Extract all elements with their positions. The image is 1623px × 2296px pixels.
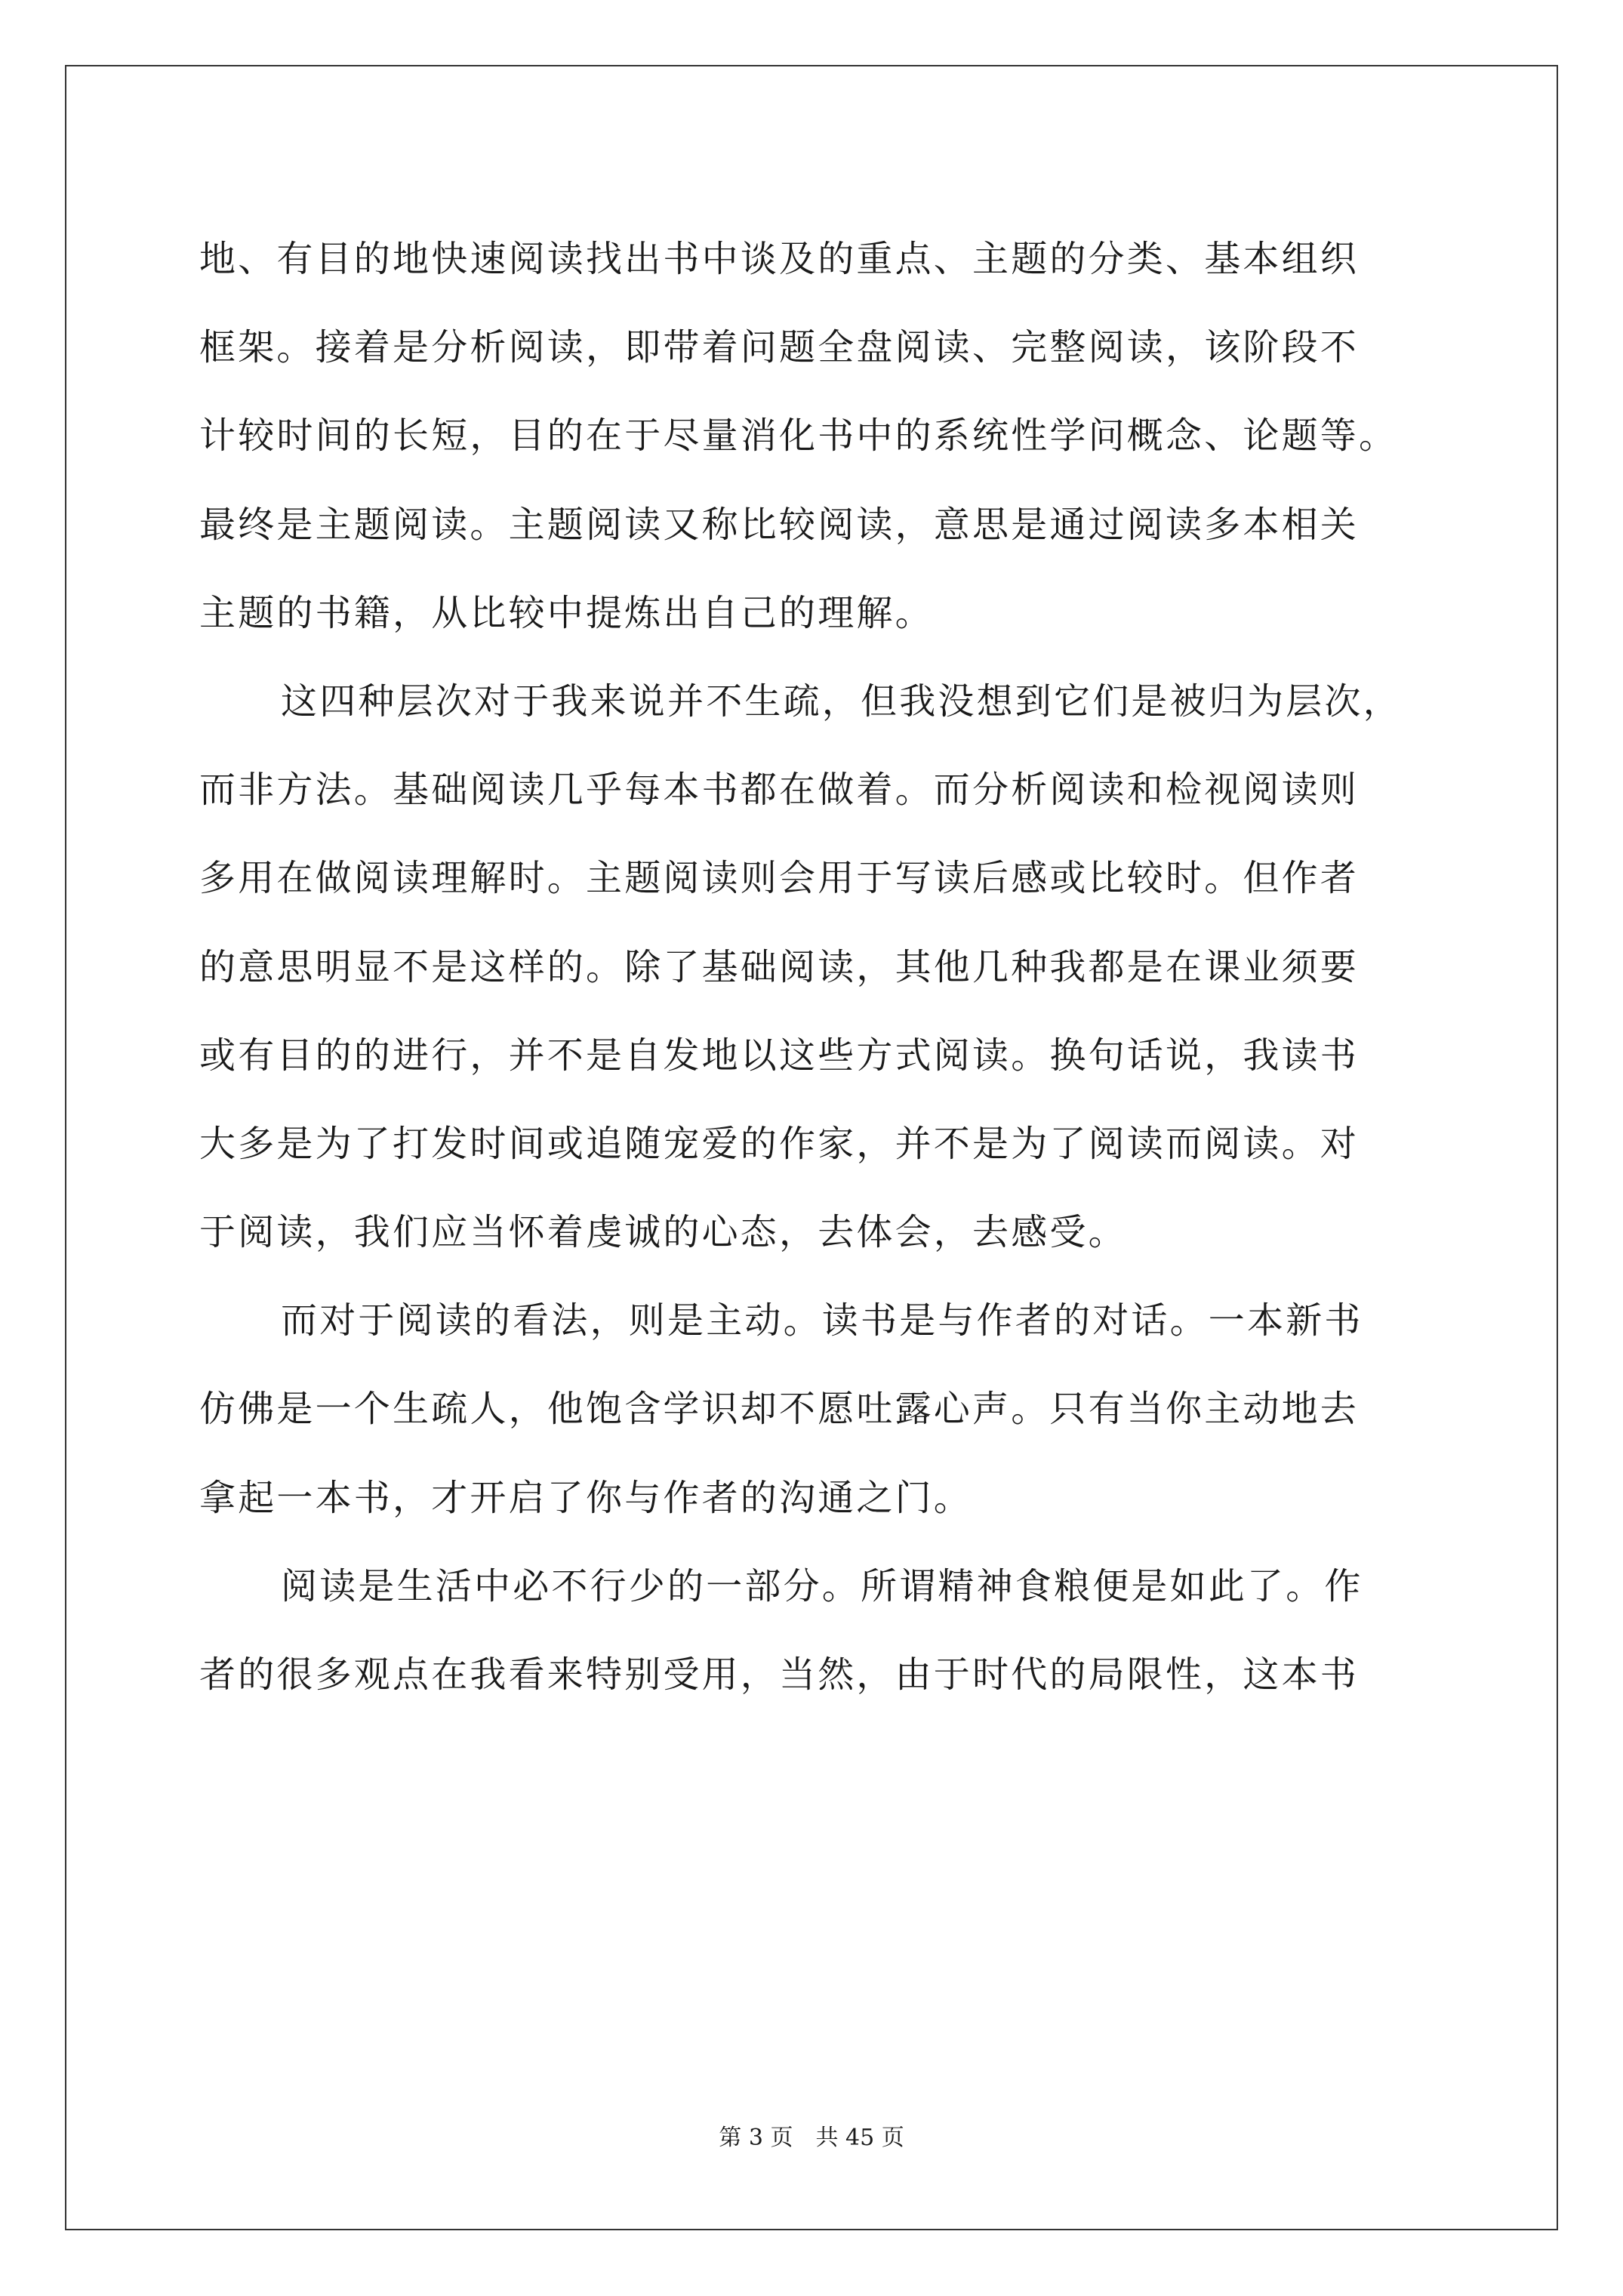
text-line: 大多是为了打发时间或追随宠爱的作家，并不是为了阅读而阅读。对 (199, 1122, 1360, 1165)
text-line: 主题的书籍，从比较中提炼出自己的理解。 (199, 591, 934, 634)
text-line: 的意思明显不是这样的。除了基础阅读，其他几种我都是在课业须要 (199, 945, 1360, 988)
paragraph-first-line: 而对于阅读的看法，则是主动。读书是与作者的对话。一本新书 (281, 1299, 1363, 1342)
text-line: 拿起一本书，才开启了你与作者的沟通之门。 (199, 1476, 973, 1519)
text-line: 而非方法。基础阅读几乎每本书都在做着。而分析阅读和检视阅读则 (199, 769, 1360, 812)
text-line: 计较时间的长短，目的在于尽量消化书中的系统性学问概念、论题等。 (199, 415, 1398, 458)
text-line: 多用在做阅读理解时。主题阅读则会用于写读后感或比较时。但作者 (199, 857, 1360, 900)
text-line: 地、有目的地快速阅读找出书中谈及的重点、主题的分类、基本组织 (199, 238, 1360, 280)
text-line: 仿佛是一个生疏人，他饱含学识却不愿吐露心声。只有当你主动地去 (199, 1388, 1360, 1431)
paragraph-first-line: 这四种层次对于我来说并不生疏，但我没想到它们是被归为层次， (281, 680, 1402, 723)
text-line: 框架。接着是分析阅读，即带着问题全盘阅读、完整阅读，该阶段不 (199, 326, 1360, 369)
text-line: 于阅读，我们应当怀着虔诚的心态，去体会，去感受。 (199, 1211, 1127, 1254)
paragraph-first-line: 阅读是生活中必不行少的一部分。所谓精神食粮便是如此了。作 (281, 1564, 1363, 1607)
page-footer (0, 2123, 1623, 2153)
page-number: 第 3 页 (719, 2125, 793, 2151)
document-body (199, 215, 1430, 1719)
text-line: 最终是主题阅读。主题阅读又称比较阅读，意思是通过阅读多本相关 (199, 503, 1360, 546)
text-line: 者的很多观点在我看来特别受用，当然，由于时代的局限性，这本书 (199, 1653, 1360, 1696)
text-line: 或有目的的进行，并不是自发地以这些方式阅读。换句话说，我读书 (199, 1034, 1360, 1077)
page-total: 共 45 页 (815, 2125, 904, 2151)
